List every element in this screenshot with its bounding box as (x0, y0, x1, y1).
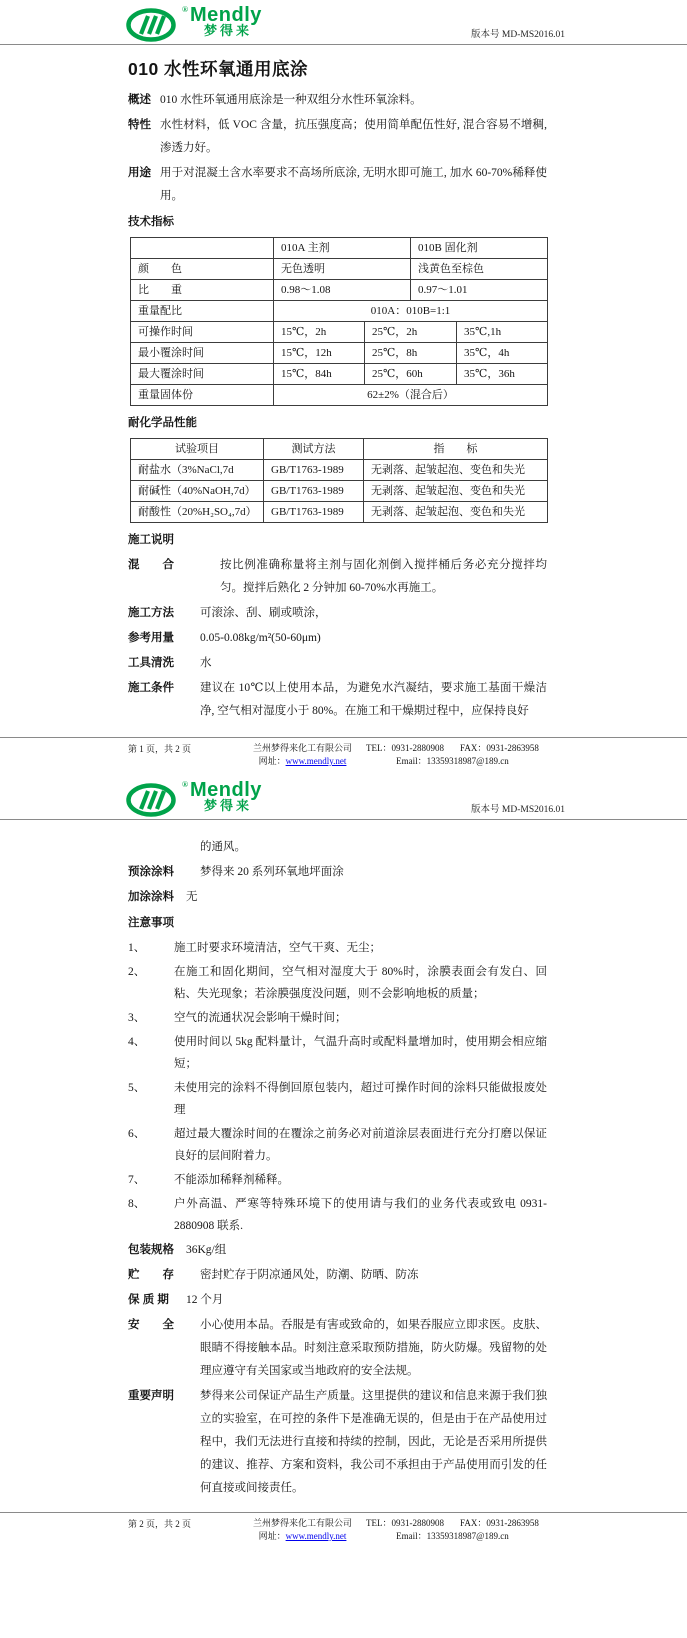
feature-text: 水性材料，低 VOC 含量，抗压强度高；使用简单配伍性好, 混合容易不增稠, 渗透力好。 (160, 119, 547, 154)
continuation-text: 的通风。 (200, 841, 246, 853)
page2-content (0, 820, 687, 1500)
feature-label: 特性 (128, 119, 151, 131)
note-text: 施工时要求环境清洁，空气干爽、无尘； (174, 942, 381, 954)
overview-text: 010 水性环氧通用底涂是一种双组分水性环氧涂料。 (160, 94, 422, 106)
safety-row (128, 1314, 547, 1383)
topcoat-row (128, 886, 547, 909)
cell: GB/T1763-1989 (264, 460, 364, 481)
company-name: 兰州梦得来化工有限公司 (253, 743, 353, 753)
mix-text: 按比例准确称量将主剂与固化剂倒入搅拌桶后务必充分搅拌均匀。搅拌后熟化 2 分钟加 60-70%水再施工。 (220, 559, 547, 594)
fax: FAX：0931-2863958 (460, 743, 539, 753)
topcoat-text: 无 (186, 891, 198, 903)
note-text: 户外高温、严寒等特殊环境下的使用请与我们的业务代表或致电 0931-2880908 联系. (174, 1198, 547, 1232)
cell: 无剥落、起皱起泡、变色和失光 (364, 481, 548, 502)
company-name: 兰州梦得来化工有限公司 (253, 1518, 353, 1528)
continuation-row (128, 836, 547, 859)
list-item (128, 1169, 547, 1191)
cell: GB/T1763-1989 (264, 502, 364, 523)
statement-label: 重要声明 (128, 1390, 174, 1402)
chem-table (130, 438, 548, 523)
note-number: 5、 (128, 1082, 146, 1094)
mix-row (128, 554, 547, 600)
cleaning-text: 水 (200, 657, 212, 669)
table-row (131, 460, 548, 481)
topcoat-label: 加涂涂料 (128, 891, 174, 903)
condition-label: 施工条件 (128, 682, 174, 694)
cell: 25℃，2h (365, 322, 457, 343)
cell: 0.97～1.01 (411, 280, 548, 301)
usage-row (128, 162, 547, 208)
tel: TEL：0931-2880908 (366, 743, 445, 753)
brand-name-cn: 梦得来 (203, 798, 252, 813)
website-link[interactable]: www.mendly.net (285, 1531, 347, 1541)
dosage-label: 参考用量 (128, 632, 174, 644)
shelf-life-label: 保 质 期 (128, 1294, 169, 1306)
row-label: 最小覆涂时间 (131, 343, 274, 364)
note-text: 在施工和固化期间，空气相对湿度大于 80%时，涂膜表面会有发白、回粘、失光现象；若涂膜强度没问题，则不会影响地板的质量； (174, 966, 547, 1000)
mendly-logo-icon (126, 781, 182, 817)
cell: 25℃，60h (365, 364, 457, 385)
page2-footer (0, 1512, 687, 1543)
note-text: 不能添加稀释剂稀释。 (174, 1174, 289, 1186)
usage-text: 用于对混凝土含水率要求不高场所底涂, 无明水即可施工, 加水 60-70%稀释使用。 (160, 167, 547, 202)
method-label: 施工方法 (128, 607, 174, 619)
mendly-logo (126, 6, 262, 42)
mendly-logo (126, 781, 262, 817)
cell: 无色透明 (274, 259, 411, 280)
mix-label: 混 合 (128, 559, 174, 571)
table-row (131, 364, 548, 385)
email: Email：13359318987@189.cn (396, 756, 509, 766)
tech-table (130, 237, 548, 406)
statement-text: 梦得来公司保证产品生产质量。这里提供的建议和信息来源于我们独立的实验室，在可控的条件下是准确无误的，但是由于在产品使用过程中，我们无法进行直接和持续的控制，因此，无论是否采用所提供的建议、推荐、方案和资料，我公司不承担由于产品使用而引发的任何直接或间接责任。 (200, 1390, 547, 1494)
notes-title: 注意事项 (128, 917, 174, 929)
chem-header-item: 试验项目 (131, 439, 264, 460)
note-text: 使用时间以 5kg 配料量计，气温升高时或配料量增加时，使用期会相应缩短； (174, 1036, 547, 1070)
page-1 (0, 0, 687, 775)
cell: 0.98～1.08 (274, 280, 411, 301)
row-label: 可操作时间 (131, 322, 274, 343)
method-text: 可滚涂、刮、刷或喷涂， (200, 607, 327, 619)
precoat-label: 预涂涂料 (128, 866, 174, 878)
note-number: 6、 (128, 1128, 146, 1140)
tech-header-hardener: 010B 固化剂 (411, 238, 548, 259)
list-item (128, 1123, 547, 1167)
cell: GB/T1763-1989 (264, 481, 364, 502)
row-label: 重量配比 (131, 301, 274, 322)
list-item (128, 1077, 547, 1121)
table-row (131, 385, 548, 406)
cell: 35℃,1h (457, 322, 548, 343)
table-row (131, 280, 548, 301)
page-number: 第 1 页，共 2 页 (128, 744, 192, 754)
brand-name-cn: 梦得来 (203, 23, 252, 38)
package-row (128, 1239, 547, 1262)
cleaning-row (128, 652, 547, 675)
table-row (131, 439, 548, 460)
registered-mark: ® (182, 5, 188, 14)
note-text: 未使用完的涂料不得倒回原包装内，超过可操作时间的涂料只能做报废处理 (174, 1082, 547, 1116)
cell: 35℃，4h (457, 343, 548, 364)
package-text: 36Kg/组 (186, 1244, 227, 1256)
fax: FAX：0931-2863958 (460, 1518, 539, 1528)
cell: 15℃，2h (274, 322, 365, 343)
overview-row (128, 89, 547, 112)
tech-header-empty (131, 238, 274, 259)
table-row (131, 322, 548, 343)
note-number: 2、 (128, 966, 146, 978)
page-2 (0, 775, 687, 1638)
header-rule (0, 44, 687, 45)
cell: 35℃，36h (457, 364, 548, 385)
safety-text: 小心使用本品。吞服是有害或致命的，如果吞服应立即求医。皮肤、眼睛不得接触本品。时刻注意采取预防措施，防火防爆。残留物的处理应遵守有关国家或当地政府的安全法规。 (200, 1319, 547, 1377)
table-row (131, 343, 548, 364)
storage-row (128, 1264, 547, 1287)
condition-row (128, 677, 547, 723)
page1-footer (0, 737, 687, 768)
package-label: 包装规格 (128, 1244, 174, 1256)
row-label: 最大覆涂时间 (131, 364, 274, 385)
registered-mark: ® (182, 780, 188, 789)
brand-name-en: Mendly (189, 779, 262, 801)
table-row (131, 502, 548, 523)
note-number: 3、 (128, 1012, 146, 1024)
table-row (131, 259, 548, 280)
table-row (131, 238, 548, 259)
usage-label: 用途 (128, 167, 151, 179)
note-number: 4、 (128, 1036, 146, 1048)
statement-row (128, 1385, 547, 1500)
cell: 15℃，84h (274, 364, 365, 385)
website-link[interactable]: www.mendly.net (285, 756, 347, 766)
tel: TEL：0931-2880908 (366, 1518, 445, 1528)
storage-text: 密封贮存于阴凉通风处，防潮、防晒、防冻 (200, 1269, 419, 1281)
cell: 62±2%（混合后） (274, 385, 548, 406)
list-item (128, 1031, 547, 1075)
cell: 010A：010B=1:1 (274, 301, 548, 322)
feature-row (128, 114, 547, 160)
cleaning-label: 工具清洗 (128, 657, 174, 669)
precoat-text: 梦得来 20 系列环氧地坪面涂 (200, 866, 344, 878)
brand-name-en: Mendly (189, 4, 262, 26)
cell: 无剥落、起皱起泡、变色和失光 (364, 502, 548, 523)
page-header (0, 0, 687, 44)
doc-title: 010 水性环氧通用底涂 (128, 59, 309, 79)
chem-title: 耐化学品性能 (128, 417, 197, 429)
email: Email：13359318987@189.cn (396, 1531, 509, 1541)
shelf-life-row (128, 1289, 547, 1312)
table-row (131, 301, 548, 322)
construction-title: 施工说明 (128, 534, 174, 546)
tech-header-main: 010A 主剂 (274, 238, 411, 259)
mendly-logo-icon (126, 6, 182, 42)
cell: 耐盐水（3%NaCl,7d (131, 460, 264, 481)
chem-header-method: 测试方法 (264, 439, 364, 460)
cell: 耐碱性（40%NaOH,7d） (131, 481, 264, 502)
page1-content (0, 56, 687, 723)
condition-text: 建议在 10℃以上使用本品，为避免水汽凝结，要求施工基面干燥洁净, 空气相对湿度小于 80%。在施工和干燥期过程中，应保持良好 (200, 682, 547, 717)
row-label: 比 重 (131, 280, 274, 301)
page-number: 第 2 页，共 2 页 (128, 1519, 192, 1529)
dosage-row (128, 627, 547, 650)
note-text: 空气的流通状况会影响干燥时间； (174, 1012, 347, 1024)
chem-header-spec: 指 标 (364, 439, 548, 460)
tech-title: 技术指标 (128, 216, 174, 228)
list-item (128, 937, 547, 959)
list-item (128, 961, 547, 1005)
safety-label: 安 全 (128, 1319, 174, 1331)
cell: 浅黄色至棕色 (411, 259, 548, 280)
note-number: 7、 (128, 1174, 146, 1186)
page-header (0, 775, 687, 819)
version-label: 版本号 MD-MS2016.01 (471, 805, 565, 815)
dosage-text: 0.05-0.08kg/m²(50-60μm) (200, 632, 321, 644)
cell: 15℃，12h (274, 343, 365, 364)
row-label: 重量固体份 (131, 385, 274, 406)
cell: 耐酸性（20%H₂SO₄,7d） (131, 502, 264, 523)
cell: 无剥落、起皱起泡、变色和失光 (364, 460, 548, 481)
note-number: 1、 (128, 942, 146, 954)
note-text: 超过最大覆涂时间的在覆涂之前务必对前道涂层表面进行充分打磨以保证良好的层间附着力。 (174, 1128, 547, 1162)
version-label: 版本号 MD-MS2016.01 (471, 30, 565, 40)
cell: 25℃，8h (365, 343, 457, 364)
website-label: 网址： (258, 756, 286, 766)
shelf-life-text: 12 个月 (186, 1294, 224, 1306)
table-row (131, 481, 548, 502)
storage-label: 贮 存 (128, 1269, 174, 1281)
list-item (128, 1193, 547, 1237)
method-row (128, 602, 547, 625)
website-label: 网址： (258, 1531, 286, 1541)
list-item (128, 1007, 547, 1029)
row-label: 颜 色 (131, 259, 274, 280)
overview-label: 概述 (128, 94, 151, 106)
note-number: 8、 (128, 1198, 146, 1210)
precoat-row (128, 861, 547, 884)
